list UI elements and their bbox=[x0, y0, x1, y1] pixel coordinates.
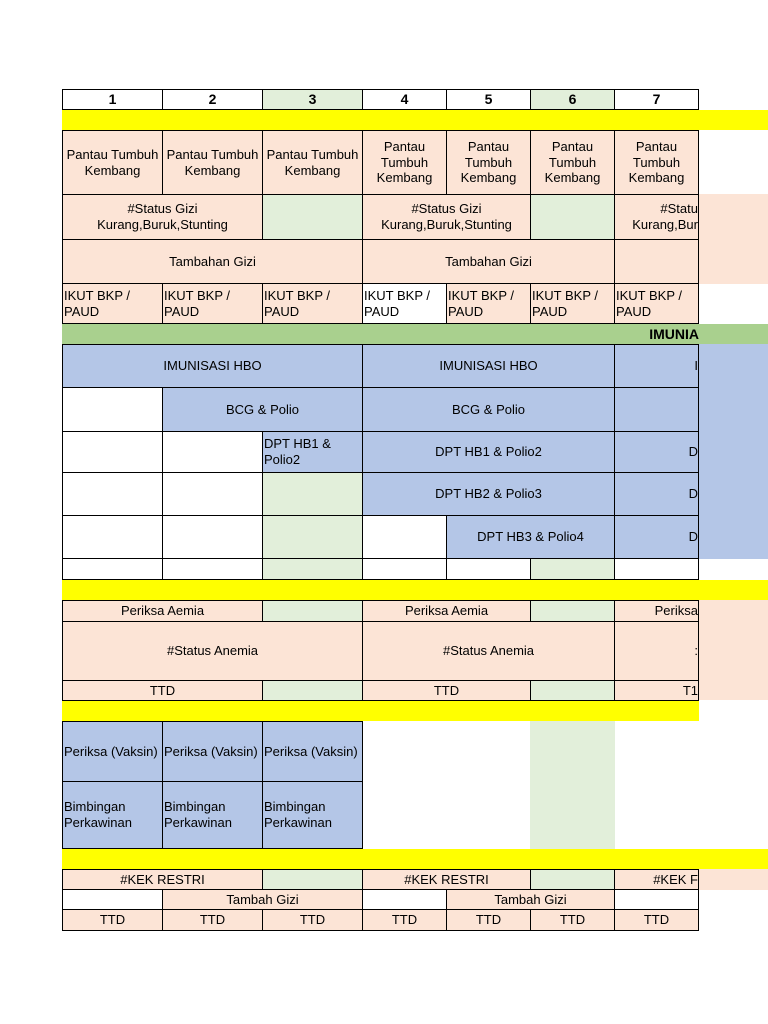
bimbingan-cell-1: Bimbingan Perkawinan bbox=[62, 781, 163, 849]
dpt2-empty-1 bbox=[62, 472, 163, 516]
section-band-3 bbox=[62, 701, 699, 721]
kek-restri-cell-3: #KEK F bbox=[614, 869, 699, 890]
pantau-cell-7: Pantau Tumbuh Kembang bbox=[614, 130, 699, 195]
col-header-4: 4 bbox=[362, 89, 447, 110]
status-anemia-cell-1: #Status Anemia bbox=[62, 621, 363, 681]
dpt-hb3-cell-2: D bbox=[614, 515, 699, 559]
ttd-cell-4: TTD bbox=[362, 909, 447, 931]
dpt-hb1-cell-3: D bbox=[614, 431, 699, 473]
bcg-polio-cell-3 bbox=[614, 387, 699, 432]
status-gizi-cell-1 bbox=[62, 194, 263, 240]
status-gizi-line2: Kurang,Buruk,Stunting bbox=[381, 217, 512, 232]
status-anemia-cell-3: : bbox=[614, 621, 699, 681]
dpt2-empty-3 bbox=[262, 472, 363, 516]
tambah-gizi-empty-1 bbox=[62, 889, 163, 910]
periksa-vaksin-cell-3: Periksa (Vaksin) bbox=[262, 721, 363, 782]
col-header-6: 6 bbox=[530, 89, 615, 110]
col-header-2: 2 bbox=[162, 89, 263, 110]
empty-row-cell-5 bbox=[446, 558, 531, 580]
section-band-2 bbox=[62, 580, 768, 600]
section-band-1 bbox=[62, 110, 768, 130]
status-anemia-cell-2: #Status Anemia bbox=[362, 621, 615, 681]
pantau-cell-1: Pantau Tumbuh Kembang bbox=[62, 130, 163, 195]
col-header-5: 5 bbox=[446, 89, 531, 110]
periksa-vaksin-cell-1: Periksa (Vaksin) bbox=[62, 721, 163, 782]
status-gizi-overflow bbox=[699, 194, 768, 240]
ikut-bkp-cell-6: IKUT BKP / PAUD bbox=[530, 283, 615, 324]
bimbingan-cell-2: Bimbingan Perkawinan bbox=[162, 781, 263, 849]
ikut-bkp-cell-2: IKUT BKP / PAUD bbox=[162, 283, 263, 324]
status-gizi-line1: #Status Gizi bbox=[127, 201, 198, 217]
kek-restri-empty-2 bbox=[530, 869, 615, 890]
dpt2-empty-2 bbox=[162, 472, 263, 516]
ikut-bkp-cell-3: IKUT BKP / PAUD bbox=[262, 283, 363, 324]
tambahan-gizi-overflow bbox=[699, 239, 768, 284]
ttd-cell-7: TTD bbox=[614, 909, 699, 931]
imunisasi-overflow bbox=[699, 344, 768, 559]
bcg-empty-1 bbox=[62, 387, 163, 432]
kek-restri-empty-1 bbox=[262, 869, 363, 890]
empty-row-cell-6 bbox=[530, 558, 615, 580]
col-header-3: 3 bbox=[262, 89, 363, 110]
ttd-anemia-empty-1 bbox=[262, 680, 363, 701]
bimbingan-cell-3: Bimbingan Perkawinan bbox=[262, 781, 363, 849]
tambahan-gizi-cell-1: Tambahan Gizi bbox=[62, 239, 363, 284]
vaksin-green-column bbox=[530, 721, 615, 849]
dpt-hb1-cell-1: DPT HB1 & Polio2 bbox=[262, 431, 363, 473]
kek-restri-cell-2: #KEK RESTRI bbox=[362, 869, 531, 890]
status-gizi-empty-1 bbox=[262, 194, 363, 240]
ikut-bkp-cell-5: IKUT BKP / PAUD bbox=[446, 283, 531, 324]
periksa-aemia-cell-3: Periksa bbox=[614, 600, 699, 622]
imunisasi-header: IMUNIA bbox=[649, 326, 699, 343]
bcg-polio-cell-2: BCG & Polio bbox=[362, 387, 615, 432]
status-gizi-line1: #Status Gizi bbox=[411, 201, 482, 217]
col-header-1: 1 bbox=[62, 89, 163, 110]
dpt3-empty-4 bbox=[362, 515, 447, 559]
ttd-anemia-empty-2 bbox=[530, 680, 615, 701]
tambahan-gizi-cell-3 bbox=[614, 239, 699, 284]
ttd-anemia-cell-3: T1 bbox=[614, 680, 699, 701]
status-gizi-line2: Kurang,Buruk,Stunting bbox=[97, 217, 228, 232]
ttd-cell-5: TTD bbox=[446, 909, 531, 931]
dpt1-empty-1 bbox=[62, 431, 163, 473]
periksa-aemia-empty-2 bbox=[530, 600, 615, 622]
dpt-hb2-cell-2: D bbox=[614, 472, 699, 516]
bcg-polio-cell-1: BCG & Polio bbox=[162, 387, 363, 432]
ikut-bkp-cell-1: IKUT BKP / PAUD bbox=[62, 283, 163, 324]
pantau-cell-5: Pantau Tumbuh Kembang bbox=[446, 130, 531, 195]
ttd-anemia-cell-2: TTD bbox=[362, 680, 531, 701]
tambah-gizi-cell-1: Tambah Gizi bbox=[162, 889, 363, 910]
tambahan-gizi-cell-2: Tambahan Gizi bbox=[362, 239, 615, 284]
empty-row-cell-4 bbox=[362, 558, 447, 580]
ttd-anemia-cell-1: TTD bbox=[62, 680, 263, 701]
pantau-cell-4: Pantau Tumbuh Kembang bbox=[362, 130, 447, 195]
periksa-aemia-cell-2: Periksa Aemia bbox=[362, 600, 531, 622]
status-gizi-cell-3 bbox=[614, 194, 699, 240]
status-gizi-cell-2 bbox=[362, 194, 531, 240]
section-band-4 bbox=[62, 849, 768, 869]
dpt3-empty-1 bbox=[62, 515, 163, 559]
imunisasi-hbo-cell-3: I bbox=[614, 344, 699, 388]
tambah-gizi-empty-2 bbox=[362, 889, 447, 910]
ttd-cell-2: TTD bbox=[162, 909, 263, 931]
periksa-vaksin-cell-2: Periksa (Vaksin) bbox=[162, 721, 263, 782]
tambah-gizi-cell-2: Tambah Gizi bbox=[446, 889, 615, 910]
status-gizi-clip-line2: Kurang,Bur bbox=[632, 217, 698, 232]
periksa-aemia-cell-1: Periksa Aemia bbox=[62, 600, 263, 622]
anemia-overflow bbox=[699, 600, 768, 700]
empty-row-cell-1 bbox=[62, 558, 163, 580]
status-gizi-empty-2 bbox=[530, 194, 615, 240]
dpt3-empty-3 bbox=[262, 515, 363, 559]
empty-row-cell-7 bbox=[614, 558, 699, 580]
pantau-cell-6: Pantau Tumbuh Kembang bbox=[530, 130, 615, 195]
periksa-aemia-empty-1 bbox=[262, 600, 363, 622]
pantau-cell-2: Pantau Tumbuh Kembang bbox=[162, 130, 263, 195]
dpt-hb3-cell-1: DPT HB3 & Polio4 bbox=[446, 515, 615, 559]
ttd-cell-6: TTD bbox=[530, 909, 615, 931]
kek-overflow bbox=[699, 869, 768, 890]
imunisasi-hbo-cell-1: IMUNISASI HBO bbox=[62, 344, 363, 388]
pantau-cell-3: Pantau Tumbuh Kembang bbox=[262, 130, 363, 195]
ttd-cell-1: TTD bbox=[62, 909, 163, 931]
imunisasi-hbo-cell-2: IMUNISASI HBO bbox=[362, 344, 615, 388]
col-header-7: 7 bbox=[614, 89, 699, 110]
tambah-gizi-empty-3 bbox=[614, 889, 699, 910]
ikut-bkp-cell-7: IKUT BKP / PAUD bbox=[614, 283, 699, 324]
kek-restri-cell-1: #KEK RESTRI bbox=[62, 869, 263, 890]
empty-row-cell-3 bbox=[262, 558, 363, 580]
dpt1-empty-2 bbox=[162, 431, 263, 473]
ikut-bkp-cell-4: IKUT BKP / PAUD bbox=[362, 283, 447, 324]
dpt-hb2-cell-1: DPT HB2 & Polio3 bbox=[362, 472, 615, 516]
status-gizi-clip-line1: #Statu bbox=[660, 201, 698, 217]
empty-row-cell-2 bbox=[162, 558, 263, 580]
ttd-cell-3: TTD bbox=[262, 909, 363, 931]
dpt-hb1-cell-2: DPT HB1 & Polio2 bbox=[362, 431, 615, 473]
dpt3-empty-2 bbox=[162, 515, 263, 559]
